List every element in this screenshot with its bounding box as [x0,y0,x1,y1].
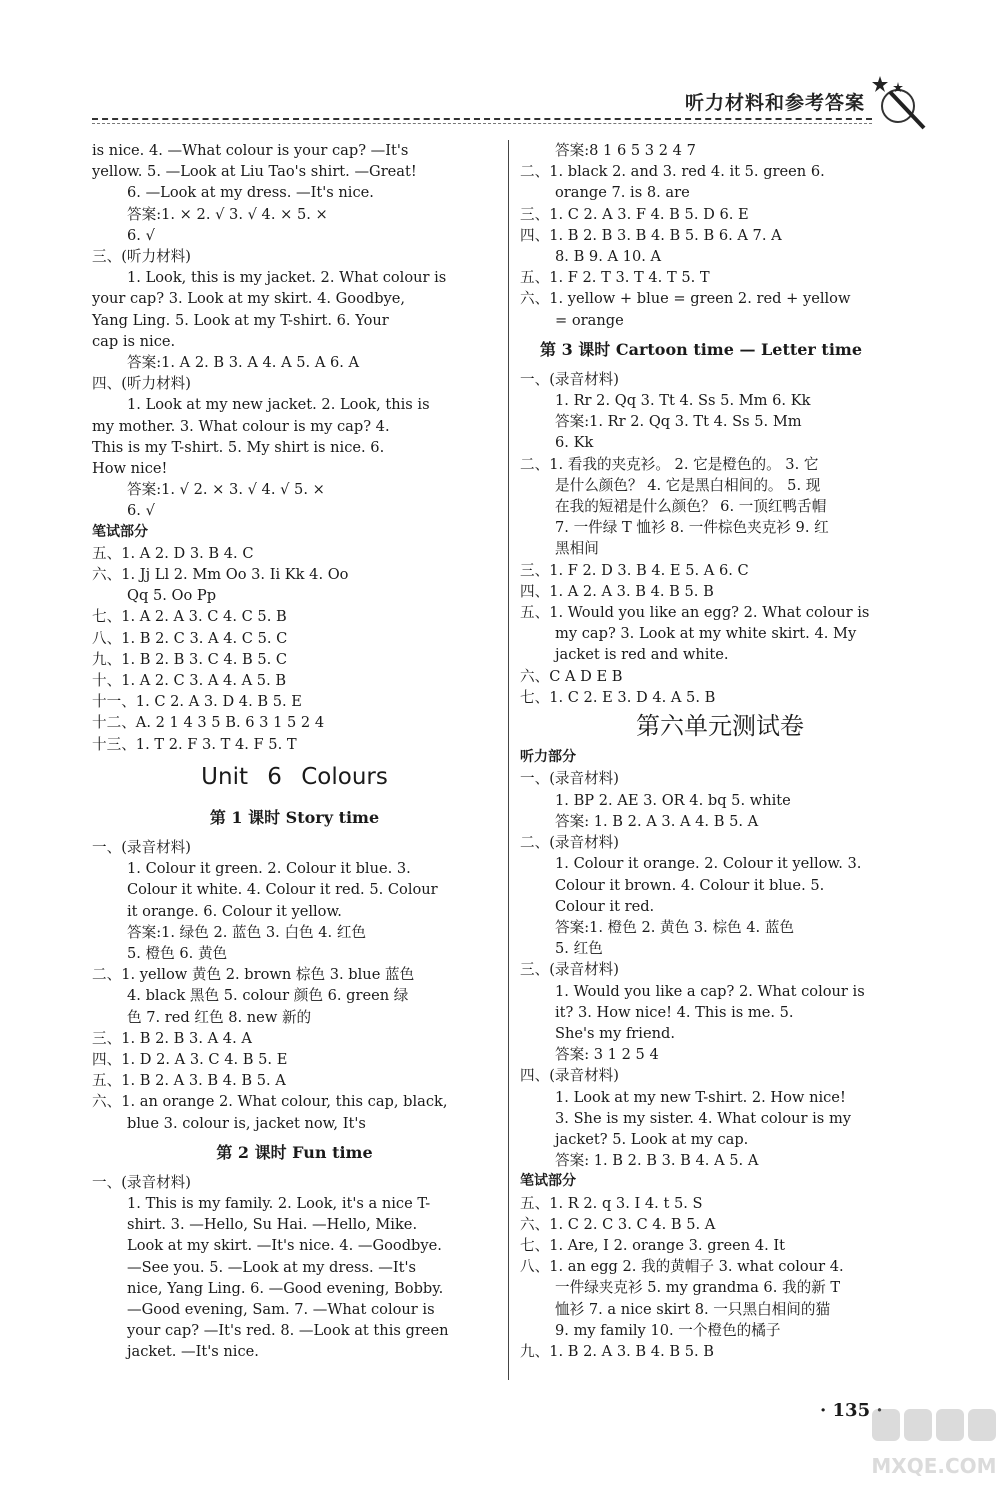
text-line: 四、1. B 2. B 3. B 4. B 5. B 6. A 7. A [520,226,782,244]
unit-title: Unit 6 Colours [201,763,388,790]
text-line: jacket. —It's nice. [127,1343,259,1361]
text-line: 十、1. A 2. C 3. A 4. A 5. B [92,672,287,690]
text-line: 十三、1. T 2. F 3. T 4. F 5. T [92,735,297,753]
text-line: 六、1. yellow + blue = green 2. red + yellow [520,290,851,308]
text-line: cap is nice. [92,332,176,350]
text-line: orange 7. is 8. are [555,184,690,202]
section-heading: 一、(录音材料) [520,770,619,788]
left-block-4 [92,1172,497,1363]
text-line: 七、1. Are, I 2. orange 3. green 4. It [520,1236,786,1254]
text-line: 3. She is my sister. 4. What colour is my [555,1109,852,1127]
text-line: 三、1. C 2. A 3. F 4. B 5. D 6. E [520,205,749,223]
header-rule-secondary [92,123,872,124]
text-line: yellow. 5. —Look at Liu Tao's shirt. —Great! [92,163,417,181]
text-line: 五、1. Would you like an egg? 2. What colour is [520,604,870,622]
text-line: 三、1. F 2. D 3. B 4. E 5. A 6. C [520,561,749,579]
lesson-2-title: 第 2 课时 Fun time [216,1142,373,1162]
left-block-3 [92,837,497,1134]
unit-test-title: 第六单元测试卷 [636,712,804,741]
text-line: 答案: 3 1 2 5 4 [555,1046,659,1064]
right-block-2 [520,369,920,708]
right-block-4 [520,1193,920,1363]
text-line: Yang Ling. 5. Look at my T-shirt. 6. Your [92,311,389,329]
left-column [92,140,497,1363]
column-divider [508,140,509,1380]
text-line: 1. Rr 2. Qq 3. Tt 4. Ss 5. Mm 6. Kk [555,392,811,410]
text-line: 答案:1. 橙色 2. 黄色 3. 棕色 4. 蓝色 [555,918,795,936]
text-line: 一件绿夹克衫 5. my grandma 6. 我的新 T [555,1279,841,1297]
text-line: 1. Colour it green. 2. Colour it blue. 3. [127,860,411,878]
section-heading: 一、(录音材料) [92,838,191,856]
left-block-2 [92,543,497,755]
written-part-label: 笔试部分 [92,523,148,540]
text-line: Look at my skirt. —It's nice. 4. —Goodbye. [127,1237,442,1255]
text-line: 答案:1. √ 2. × 3. √ 4. √ 5. × [127,481,325,499]
text-line: my cap? 3. Look at my white skirt. 4. My [555,625,857,643]
text-line: blue 3. colour is, jacket now, It's [127,1114,366,1132]
text-line: 七、1. A 2. A 3. C 4. C 5. B [92,608,287,626]
text-line: your cap? —It's red. 8. —Look at this green [127,1322,449,1340]
text-line: 答案:1. A 2. B 3. A 4. A 5. A 6. A [127,354,360,372]
text-line: 七、1. C 2. E 3. D 4. A 5. B [520,688,716,706]
text-line: 五、1. A 2. D 3. B 4. C [92,544,254,562]
text-line: = orange [555,311,624,329]
text-line: 1. Would you like a cap? 2. What colour is [555,982,865,1000]
text-line: your cap? 3. Look at my skirt. 4. Goodbye, [92,290,406,308]
text-line: 六、1. C 2. C 3. C 4. B 5. A [520,1215,716,1233]
lesson-1-title: 第 1 课时 Story time [209,807,380,827]
text-line: it? 3. How nice! 4. This is me. 5. [555,1003,794,1021]
watermark-text: MXQE.COM [871,1454,997,1478]
right-column [520,140,920,1362]
text-line: 答案:1. × 2. √ 3. √ 4. × 5. × [127,205,328,223]
section-heading: 二、(录音材料) [520,834,619,852]
text-line: —See you. 5. —Look at my dress. —It's [127,1258,416,1276]
text-line: This is my T-shirt. 5. My shirt is nice. 6. [92,438,385,456]
text-line: jacket is red and white. [555,646,729,664]
section-heading: 一、(录音材料) [92,1173,191,1191]
text-line: 1. BP 2. AE 3. OR 4. bq 5. white [555,791,791,809]
text-line: 八、1. an egg 2. 我的黄帽子 3. what colour 4. [520,1258,844,1276]
text-line: 六、1. Jj Ll 2. Mm Oo 3. Ii Kk 4. Oo [92,566,349,584]
text-line: 5. 红色 [555,940,603,958]
text-line: 8. B 9. A 10. A [555,248,662,266]
text-line: 四、1. D 2. A 3. C 4. B 5. E [92,1050,288,1068]
text-line: 二、1. yellow 黄色 2. brown 棕色 3. blue 蓝色 [92,966,415,984]
text-line: 1. Colour it orange. 2. Colour it yellow. 3. [555,855,862,873]
text-line: Colour it brown. 4. Colour it blue. 5. [555,876,825,894]
text-line: 答案: 1. B 2. A 3. A 4. B 5. A [555,812,759,830]
listening-part-label: 听力部分 [520,749,576,766]
text-line: 答案:8 1 6 5 3 2 4 7 [555,142,696,159]
text-line: 八、1. B 2. C 3. A 4. C 5. C [92,629,288,647]
text-line: 1. Look at my new jacket. 2. Look, this is [127,396,430,414]
text-line: 6. √ [127,226,155,244]
section-heading: 三、(录音材料) [520,961,619,979]
text-line: —Good evening, Sam. 7. —What colour is [127,1300,435,1318]
text-line: 1. This is my family. 2. Look, it's a nice T- [127,1194,431,1212]
lesson-3-title: 第 3 课时 Cartoon time — Letter time [540,339,863,359]
text-line: 十一、1. C 2. A 3. D 4. B 5. E [92,693,302,711]
text-line: 二、1. 看我的夹克衫。 2. 它是橙色的。 3. 它 [520,455,819,473]
text-line: 色 7. red 红色 8. new 新的 [127,1008,312,1026]
text-line: 6. —Look at my dress. —It's nice. [127,184,374,202]
text-line: 九、1. B 2. B 3. C 4. B 5. C [92,650,288,668]
text-line: shirt. 3. —Hello, Su Hai. —Hello, Mike. [127,1216,418,1234]
text-line: is nice. 4. —What colour is your cap? —It's [92,142,409,159]
text-line: 五、1. F 2. T 3. T 4. T 5. T [520,269,710,287]
text-line: nice, Yang Ling. 6. —Good evening, Bobby. [127,1279,444,1297]
text-line: 二、1. black 2. and 3. red 4. it 5. green 6. [520,163,825,181]
text-line: 九、1. B 2. A 3. B 4. B 5. B [520,1342,714,1360]
text-line: Colour it white. 4. Colour it red. 5. Colour [127,881,438,899]
text-line: 三、1. B 2. B 3. A 4. A [92,1029,252,1047]
text-line: 恤衫 7. a nice skirt 8. 一只黑白相间的猫 [555,1300,831,1318]
text-line: jacket? 5. Look at my cap. [555,1130,749,1148]
text-line: 六、C A D E B [520,667,623,685]
text-line: 1. Look at my new T-shirt. 2. How nice! [555,1088,846,1106]
right-block-3 [520,768,920,1171]
text-line: 在我的短裙是什么颜色？ 6. 一顶红鸭舌帽 [555,498,827,516]
text-line: 五、1. R 2. q 3. I 4. t 5. S [520,1194,703,1212]
written-part-label: 笔试部分 [520,1173,576,1190]
page-number: · 135 · [820,1400,883,1421]
section-heading: 一、(录音材料) [520,370,619,388]
text-line: 四、1. A 2. A 3. B 4. B 5. B [520,582,714,600]
section-heading: 三、(听力材料) [92,248,191,266]
text-line: 6. √ [127,502,155,520]
text-line: She's my friend. [555,1024,675,1042]
text-line: 黑相间 [555,540,599,558]
text-line: 答案: 1. B 2. B 3. B 4. A 5. A [555,1152,759,1170]
left-block-1 [92,140,497,522]
right-block-1 [520,140,920,331]
text-line: 1. Look, this is my jacket. 2. What colour is [127,269,447,287]
text-line: How nice! [92,460,168,478]
section-heading: 四、(录音材料) [520,1067,619,1085]
text-line: it orange. 6. Colour it yellow. [127,902,342,920]
text-line: 答案:1. 绿色 2. 蓝色 3. 白色 4. 红色 [127,923,367,941]
watermark-logo-icon [868,1403,1000,1497]
section-heading: 四、(听力材料) [92,375,191,393]
text-line: 十二、A. 2 1 4 3 5 B. 6 3 1 5 2 4 [92,714,325,732]
text-line: 6. Kk [555,434,594,452]
text-line: Colour it red. [555,897,655,915]
text-line: 9. my family 10. 一个橙色的橘子 [555,1321,781,1339]
star-wand-icon [868,72,928,132]
text-line: 5. 橙色 6. 黄色 [127,944,228,962]
text-line: 7. 一件绿 T 恤衫 8. 一件棕色夹克衫 9. 红 [555,519,829,537]
text-line: 是什么颜色？ 4. 它是黑白相间的。 5. 现 [555,476,821,494]
text-line: 六、1. an orange 2. What colour, this cap, black, [92,1093,448,1111]
text-line: my mother. 3. What colour is my cap? 4. [92,417,390,435]
text-line: 4. black 黑色 5. colour 颜色 6. green 绿 [127,987,409,1005]
header-title: 听力材料和参考答案 [684,92,865,114]
header-rule [92,118,872,120]
text-line: 五、1. B 2. A 3. B 4. B 5. A [92,1072,286,1090]
page-header [0,0,1000,140]
text-line: 答案:1. Rr 2. Qq 3. Tt 4. Ss 5. Mm [555,413,802,431]
text-line: Qq 5. Oo Pp [127,587,217,605]
